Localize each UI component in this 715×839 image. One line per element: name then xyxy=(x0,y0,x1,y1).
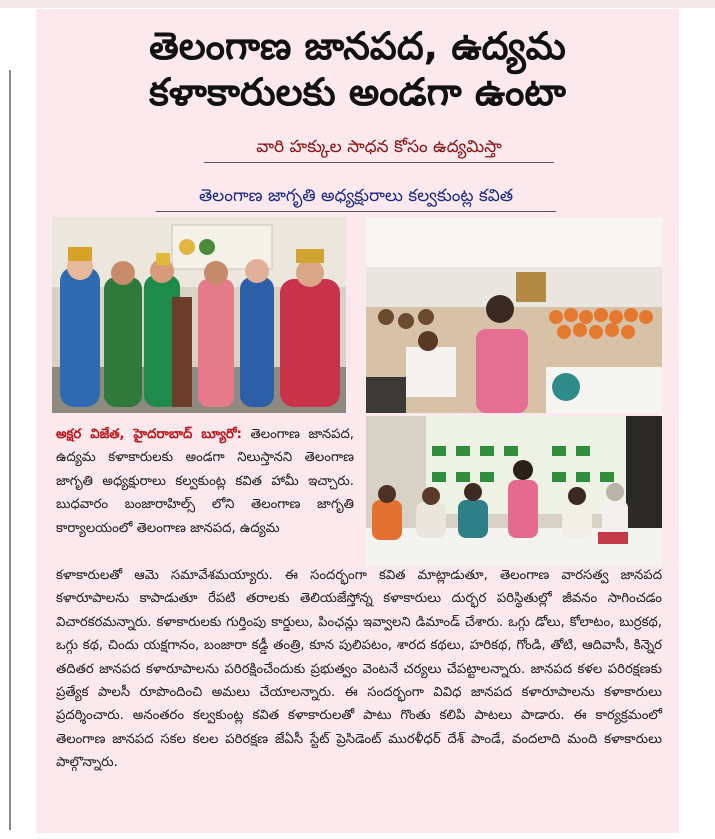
headline xyxy=(36,23,679,115)
article-body-top xyxy=(56,423,354,540)
headline-line-2: కళాకారులకు అండగా ఉంటా xyxy=(149,70,566,114)
headline-line-1: తెలంగాణ జానపద, ఉద్యమ xyxy=(149,24,566,68)
stage-singing-photo xyxy=(366,416,662,566)
article-text-top: తెలంగాణ జానపద, ఉద్యమ కళాకారులకు అండగా నిలుస్తానని తెలంగాణ జాగృతి అధ్యక్షురాలు కల్వకుంట్ల కవిత హామీ ఇచ్చారు. బుధవారం బంజారాహిల్స్ లోని తెలంగాణ జాగృతి కార్యాలయంలో తెలంగాణ జానపద, ఉద్యమ xyxy=(56,427,354,536)
artists-group-photo xyxy=(52,217,346,413)
top-strip xyxy=(0,0,715,8)
byline: అక్షర విజేత, హైదరాబాద్ బ్యూరో: xyxy=(56,427,242,442)
subheadline: వారి హక్కుల సాధన కోసం ఉద్యమిస్తా xyxy=(204,136,554,163)
news-clipping xyxy=(36,9,679,833)
margin-rule xyxy=(9,70,11,830)
article-body-rest: కళాకారులతో ఆమె సమావేశమయ్యారు. ఈ సందర్భంగా కవిత మాట్లాడుతూ, తెలంగాణ వారసత్వ జానపద కళారూపాలను కాపాడుతూ రేపటి తరాలకు తెలియజేస్తోన్న కళాకారులు దుర్భర పరిస్థితుల్లో జీవనం సాగించడం విచారకరమన్నారు. కళాకారులకు గుర్తింపు కార్డులు, పింఛన్లు ఇవ్వాలని డిమాండ్ చేశారు. ఒగ్గు డోలు, కోలాటం, బుర్రకథ, ఒగ్గు కథ, చిందు యక్షగానం, బంజారా కడ్డీ తంత్రి, కూన పులిపటం, శారద కథలు, హరికథ, గోండి, తోటి, ఆదివాసీ, కిన్నెర తదితర జానపద కళారూపాలను పరిరక్షించేందుకు ప్రభుత్వం వెంటనే చర్యలు చేపట్టాలన్నారు. జానపద కళల పరిరక్షణకు ప్రత్యేక పాలసీ రూపొందించి అమలు చేయాలన్నారు. ఈ సందర్భంగా వివిధ జానపద కళారూపాలను కళాకారులు ప్రదర్శించారు. అనంతరం కల్వకుంట్ల కవిత కళాకారులతో పాటు గొంతు కలిపి పాటలు పాడారు. ఈ కార్యక్రమంలో తెలంగాణ జానపద సకల కలల పరిరక్షణ జేఏసీ స్టేట్ ప్రెసిడెంట్ మురళీధర్ దేశ్ పాండే, వందలాది మంది కళాకారులు పాల్గొన్నారు. xyxy=(56,568,662,771)
speaker-line: తెలంగాణ జాగృతి అధ్యక్షురాలు కల్వకుంట్ల కవిత xyxy=(156,185,556,212)
meeting-audience-photo xyxy=(366,217,662,413)
